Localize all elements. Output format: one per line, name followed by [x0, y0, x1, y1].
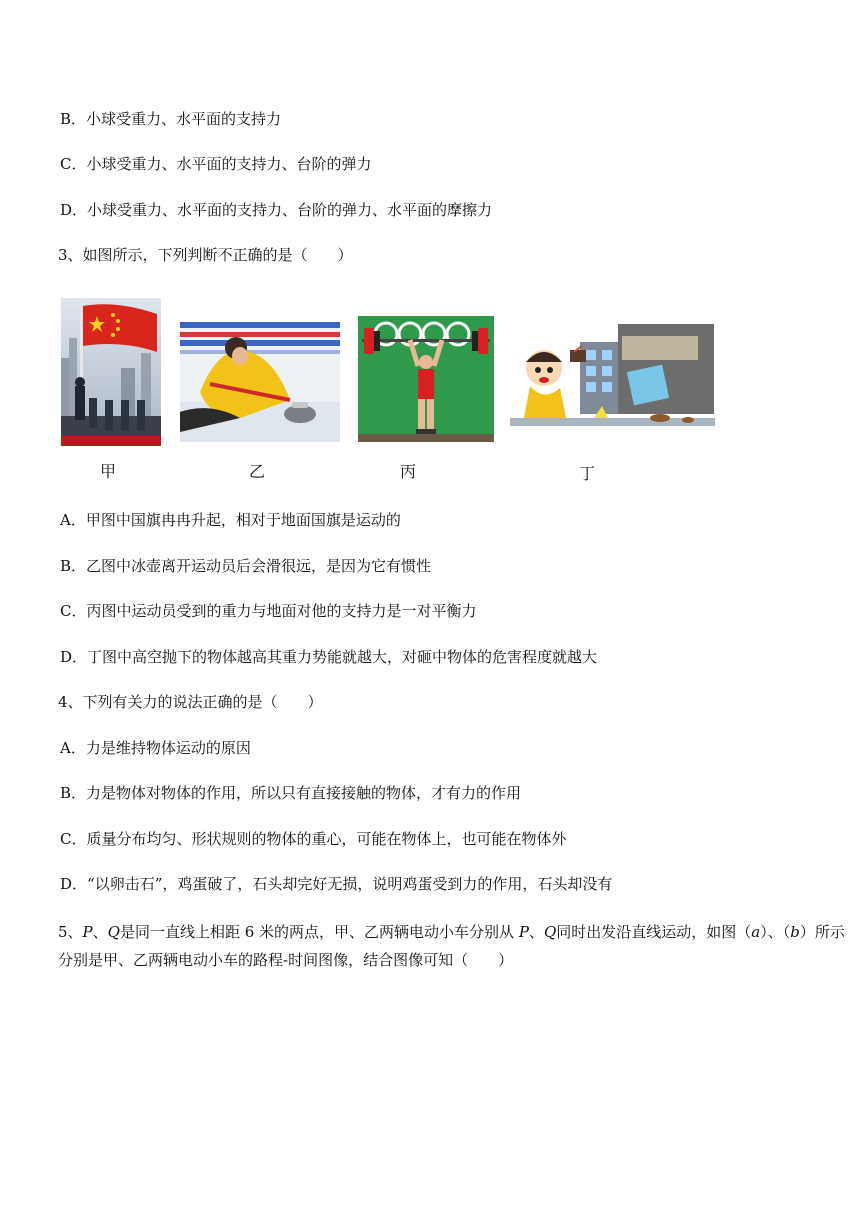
q2-option-c: C．小球受重力、水平面的支持力、台阶的弹力 — [60, 155, 372, 173]
q5-stem: 5、P、Q是同一直线上相距 6 米的两点，甲、乙两辆电动小车分别从 P、Q同时出发沿直线运动，如图（a）、（b）所示分别是甲、乙两辆电动小车的路程-时间图像，结合图像可知（ ） — [58, 923, 845, 969]
flag-raising-image — [61, 298, 161, 446]
caption-yi: 乙 — [249, 462, 266, 481]
point-q: Q — [107, 923, 120, 941]
q3-option-c: C．丙图中运动员受到的重力与地面对他的支持力是一对平衡力 — [60, 602, 477, 620]
figure-b-label: b — [790, 923, 800, 941]
point-p: P — [518, 923, 529, 941]
q4-stem: 4、下列有关力的说法正确的是（ ） — [58, 693, 323, 711]
q4-option-c: C．质量分布均匀、形状规则的物体的重心，可能在物体上，也可能在物体外 — [60, 830, 567, 848]
q3-option-a: A．甲图中国旗冉冉升起，相对于地面国旗是运动的 — [60, 511, 401, 529]
q5-number: 5、 — [58, 923, 83, 941]
q4-option-b: B．力是物体对物体的作用，所以只有直接接触的物体，才有力的作用 — [60, 784, 522, 802]
caption-ding: 丁 — [579, 464, 596, 483]
point-q: Q — [543, 923, 557, 941]
falling-objects-cartoon — [510, 322, 715, 442]
curling-image — [180, 322, 340, 442]
q4-option-a: A．力是维持物体运动的原因 — [60, 739, 251, 757]
point-p: P — [82, 923, 93, 941]
q3-option-b: B．乙图中冰壶离开运动员后会滑很远，是因为它有惯性 — [60, 557, 432, 575]
caption-bing: 丙 — [400, 462, 417, 481]
q2-option-d: D．小球受重力、水平面的支持力、台阶的弹力、水平面的摩擦力 — [60, 201, 493, 219]
q3-option-d: D．丁图中高空抛下的物体越高其重力势能就越大，对砸中物体的危害程度就越大 — [60, 648, 598, 666]
weightlifting-image — [358, 316, 494, 442]
caption-jia: 甲 — [100, 462, 117, 481]
q3-stem: 3、如图所示，下列判断不正确的是（ ） — [58, 246, 353, 264]
q2-option-b: B．小球受重力、水平面的支持力 — [60, 110, 282, 128]
q4-option-d: D．“以卵击石”，鸡蛋破了，石头却完好无损，说明鸡蛋受到力的作用，石头却没有 — [60, 875, 613, 893]
figure-a-label: a — [751, 923, 761, 941]
